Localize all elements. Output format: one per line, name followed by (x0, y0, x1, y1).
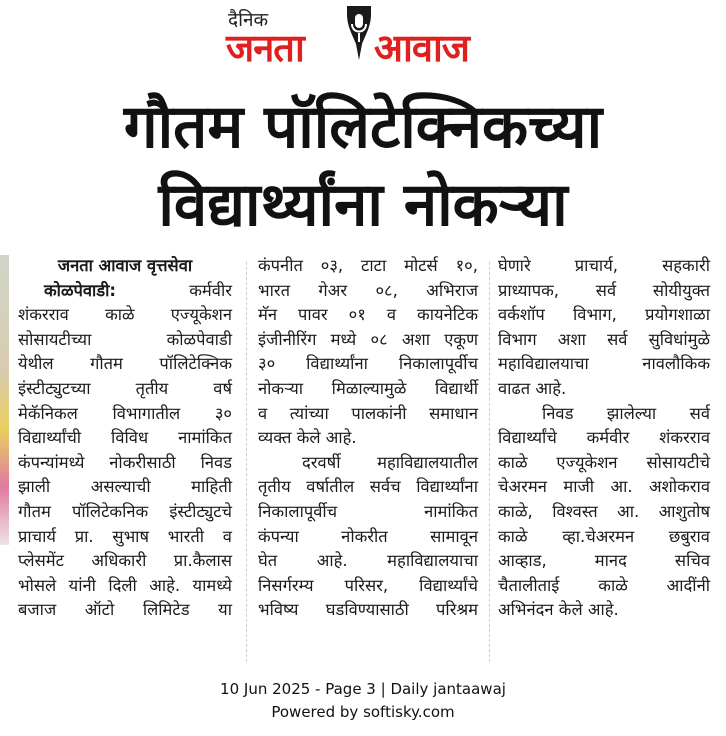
article-text-line: मेकॅनिकल विभागातील ३० (18, 403, 232, 423)
article-text-line: निसर्गरम्य परिसर, विद्यार्थ्यांचे (258, 575, 478, 595)
byline: जनता आवाज वृत्तसेवा (57, 256, 193, 275)
logo-name-part1: जनता (226, 26, 304, 70)
article-text-line: काळे व्हा.चेअरमन छबुराव (498, 526, 710, 546)
article-text-line: कंपन्यांमध्ये नोकरीसाठी निवड (18, 452, 232, 472)
article-text-line: विद्यार्थ्यांची विविध नामांकित (18, 428, 232, 448)
dateline (18, 279, 232, 304)
photo-fragment (0, 255, 9, 545)
article-text-line: येथील गौतम पॉलिटेक्निक (18, 354, 232, 374)
headline-line2: विद्यार्थ्यांना नोकऱ्या (158, 170, 568, 240)
dateline-place: कोळपेवाडी (44, 280, 110, 300)
article-text-line: महाविद्यालयाचा नावलौकिक (498, 354, 710, 374)
article-text-line: गौतम पॉलिटेकनिक इंस्टीट्युटचे (18, 501, 232, 521)
logo-prefix: दैनिक (228, 9, 269, 31)
newspaper-logo (226, 4, 506, 74)
article-text-line: नोकऱ्या मिळाल्यामुळे विद्यार्थी (258, 378, 478, 398)
article-text-line: प्लेसमेंट अधिकारी प्रा.कैलास (18, 551, 232, 571)
footer-powered-by: Powered by softisky.com (271, 703, 455, 721)
article-column-2 (258, 254, 478, 623)
article-text-line: काळे, विश्वस्त आ. आशुतोष (498, 501, 710, 521)
article-text-line: निकालापूर्वीच नामांकित (258, 501, 478, 521)
article-text-line: कंपनीत ०३, टाटा मोटर्स १०, (258, 256, 478, 275)
article-text-line: शंकरराव काळे एज्यूकेशन (18, 305, 232, 325)
column-divider (489, 262, 490, 662)
article-text-line: चैतालीताई काळे आदींनी (498, 575, 710, 595)
article-text-line: व त्यांच्या पालकांनी समाधान (258, 403, 478, 423)
logo-name-part2: आवाज (374, 26, 470, 70)
article-text-line: ३० विद्यार्थ्यांना निकालापूर्वीच (258, 354, 478, 374)
article-text-line: प्राचार्य प्रा. सुभाष भारती व (18, 526, 232, 546)
article-text-line: कंपन्या नोकरीत सामावून (258, 526, 478, 546)
pen-nib-microphone-icon (344, 4, 374, 62)
article-text-line: इंजीनीरिंग मध्ये ०८ अशा एकूण (258, 329, 478, 349)
column-divider (246, 262, 247, 662)
article-text-line: व्यक्त केले आहे. (258, 428, 357, 448)
article-text-line: तृतीय वर्षातील सर्वच विद्यार्थ्यांना (258, 477, 478, 497)
article-text-line: काळे एज्यूकेशन सोसायटीचे (498, 452, 710, 472)
article-text-line: घेणारे प्राचार्य, सहकारी (498, 256, 710, 275)
article-text-line: सोसायटीच्या कोळपेवाडी (18, 329, 232, 349)
article-text-line: बजाज ऑटो लिमिटेड या (18, 600, 232, 620)
article-text-line: दरवर्षी महाविद्यालयातील (302, 452, 478, 472)
article-column-1 (18, 254, 232, 623)
article-text-line: वाढत आहे. (498, 378, 567, 398)
article-column-3 (498, 254, 710, 623)
article-text-line: भविष्य घडविण्यासाठी परिश्रम (258, 600, 478, 620)
article-text-line: प्राध्यापक, सर्व सोयीयुक्त (498, 280, 710, 300)
article-text-line: घेत आहे. महाविद्यालयाचा (258, 551, 478, 571)
article-text-line: विद्यार्थ्यांचे कर्मवीर शंकरराव (498, 428, 710, 448)
article-text-line: निवड झालेल्या सर्व (542, 403, 710, 423)
footer-edition-info: 10 Jun 2025 - Page 3 | Daily jantaawaj (220, 680, 506, 698)
article-text-line: अभिनंदन केले आहे. (498, 600, 619, 620)
article-text-line: भोसले यांनी दिली आहे. यामध्ये (18, 575, 232, 595)
article-text-line: चेअरमन माजी आ. अशोकराव (498, 477, 710, 497)
headline-line1: गौतम पॉलिटेक्निकच्या (123, 92, 603, 162)
article-text-line: इंस्टीट्युटच्या तृतीय वर्ष (18, 378, 232, 398)
article-text-line: मॅन पावर ०१ व कायनेटिक (258, 305, 478, 325)
article-text-line: झाली असल्याची माहिती (18, 477, 232, 497)
article-text-line: भारत गेअर ०८, अभिराज (258, 280, 478, 300)
dateline-separator: : (109, 280, 117, 300)
article-text-line: विभाग अशा सर्व सुविधांमुळे (498, 329, 710, 349)
article-text-line: वर्कशॉप विभाग, प्रयोगशाळा (498, 305, 710, 325)
article-text-line: आव्हाड, मानद सचिव (498, 551, 710, 571)
dateline-text: कर्मवीर (189, 280, 232, 300)
